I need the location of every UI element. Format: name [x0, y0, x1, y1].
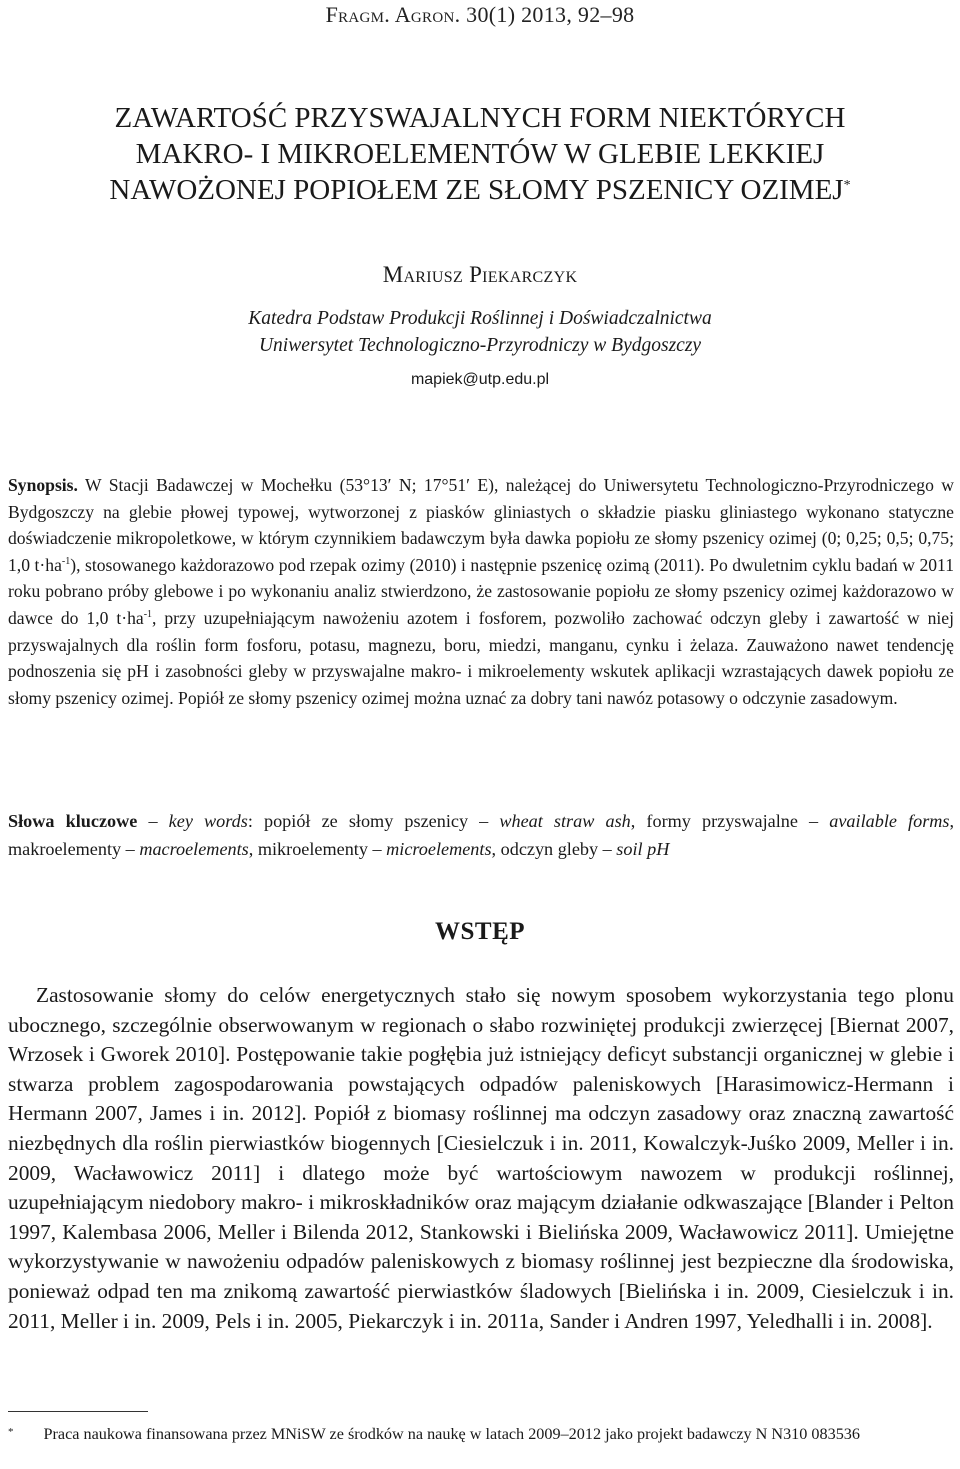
- keyword-en: wheat straw ash: [499, 811, 631, 831]
- superscript: -1: [143, 609, 153, 621]
- title-footnote-mark: *: [843, 178, 851, 193]
- keyword: odczyn gleby: [500, 838, 599, 859]
- keyword: mikroelementy: [257, 838, 368, 859]
- keywords: Słowa kluczowe – key words: popiół ze słomy pszenicy – wheat straw ash, formy przyswajalne – available forms, makroelementy – macroelements, mikroelementy – microelements, odczyn gleby – soil pH: [8, 811, 955, 859]
- keyword-en: available forms: [829, 811, 950, 831]
- section-heading: WSTĘP: [434, 918, 526, 945]
- keyword-en: microelements: [386, 838, 492, 859]
- keywords-label-en: key words: [168, 811, 248, 831]
- keywords-label: Słowa kluczowe: [8, 811, 138, 831]
- abstract: [8, 472, 954, 711]
- abstract-text: W Stacji Badawczej w Mochełku (53°13′ N; 17°51′ E), należącej do Uniwersytetu Technologiczno-Przyrodniczego w Bydgoszczy na glebie płowej typowej, wytworzonej z piasków gliniastych o składzie piasku gliniastego wykonano statyczne doświadczenie mikropoletkowe, w którym czynnikiem badawczym była dawka popiołu ze słomy pszenicy ozimej (0; 0,25; 0,5; 0,75; 1,0 t·ha: [8, 475, 954, 575]
- footnote-text: Praca naukowa finansowana przez MNiSW ze środków na naukę w latach 2009–2012 jako projekt badawczy N N310 083536: [43, 1425, 860, 1443]
- footnote-mark: *: [8, 1426, 14, 1438]
- abstract-label: Synopsis.: [8, 475, 78, 495]
- abstract-text: ), stosowanego każdorazowo pod rzepak ozimy (2010) i następnie pszenicę ozimą (2011). Po dwuletnim cyklu badań w 2011 roku pobrano próby glebowe i po wykonaniu analiz stwierdzono, że zastosowanie popiołu ze słomy pszenicy ozimej każdorazowo w dawce do 1,0 t·ha: [8, 554, 954, 628]
- title-line: ZAWARTOŚĆ PRZYSWAJALNYCH FORM NIEKTÓRYCH: [114, 102, 846, 134]
- title-line-text: NAWOŻONEJ POPIOŁEM ZE SŁOMY PSZENICY OZIMEJ: [109, 174, 844, 206]
- author-affiliation: [0, 305, 960, 359]
- keyword: popiół ze słomy pszenicy: [263, 811, 469, 831]
- abstract-text: , przy uzupełniającym nawożeniu azotem i fosforem, pozwoliło zachować odczyn gleby i zawartość w niej przyswajalnych dla roślin form fosforu, potasu, magnezu, boru, miedzi, manganu, cynku i żelaza. Zauważono nawet tendencję podnoszenia się pH i zasobności gleby w przyswajalne makro- i mikroelementy wskutek aplikacji wzrastających dawek popiołu ze słomy pszenicy ozimej. Popiół ze słomy pszenicy ozimej można uznać za dobry tani nawóz potasowy o odczynie zasadowym.: [8, 607, 954, 708]
- footnote-divider: [8, 1411, 148, 1412]
- footnote: [8, 1423, 954, 1445]
- title-line: [40, 172, 920, 208]
- author-email: mapiek@utp.edu.pl: [410, 371, 550, 388]
- journal-citation: Fragm. Agron. 30(1) 2013, 92–98: [325, 2, 635, 27]
- keyword-en: macroelements: [139, 838, 249, 859]
- keyword-en: soil pH: [616, 838, 670, 859]
- keyword: makroelementy: [8, 838, 122, 859]
- keyword: formy przyswajalne: [646, 811, 798, 831]
- paper-title: [40, 100, 920, 208]
- author-name: Mariusz Piekarczyk: [382, 262, 578, 287]
- superscript: -1: [61, 555, 71, 567]
- affiliation-line: Katedra Podstaw Produkcji Roślinnej i Doświadczalnictwa: [248, 308, 712, 329]
- affiliation-line: Uniwersytet Technologiczno-Przyrodniczy w Bydgoszczy: [258, 335, 702, 356]
- title-line: MAKRO- I MIKROELEMENTÓW W GLEBIE LEKKIEJ: [135, 138, 825, 170]
- intro-paragraph: Zastosowanie słomy do celów energetycznych stało się nowym sposobem wykorzystania tego plonu ubocznego, szczególnie obserwowanym w regionach o słabo rozwiniętej produkcji zwierzęcej [Biernat 2007, Wrzosek i Gworek 2010]. Postępowanie takie pogłębia już istniejący deficyt substancji organicznej w glebie i stwarza problem zagospodarowania powstających odpadów paleniskowych [Harasimowicz-Hermann i Hermann 2007, James i in. 2012]. Popiół z biomasy roślinnej ma odczyn zasadowy oraz znaczną zawartość niezbędnych dla roślin pierwiastków biogennych [Ciesielczuk i in. 2011, Kowalczyk-Juśko 2009, Meller i in. 2009, Wacławowicz 2011] i dlatego może być wartościowym nawozem w produkcji roślinnej, uzupełniającym niedobory makro- i mikroskładników oraz mającym działanie odkwaszające [Blander i Pelton 1997, Kalembasa 2006, Meller i Bilenda 2012, Stankowski i Bielińska 2009, Wacławowicz 2011]. Umiejętne wykorzystywanie w nawożeniu odpadów paleniskowych z biomasy roślinnej jest bezpieczne dla środowiska, ponieważ odpad ten ma znikomą zawartość pierwiastków śladowych [Bielińska i in. 2009, Ciesielczuk i in. 2011, Meller i in. 2009, Pels i in. 2005, Piekarczyk i in. 2011a, Sander i Andren 1997, Yeledhalli i in. 2008].: [8, 983, 954, 1333]
